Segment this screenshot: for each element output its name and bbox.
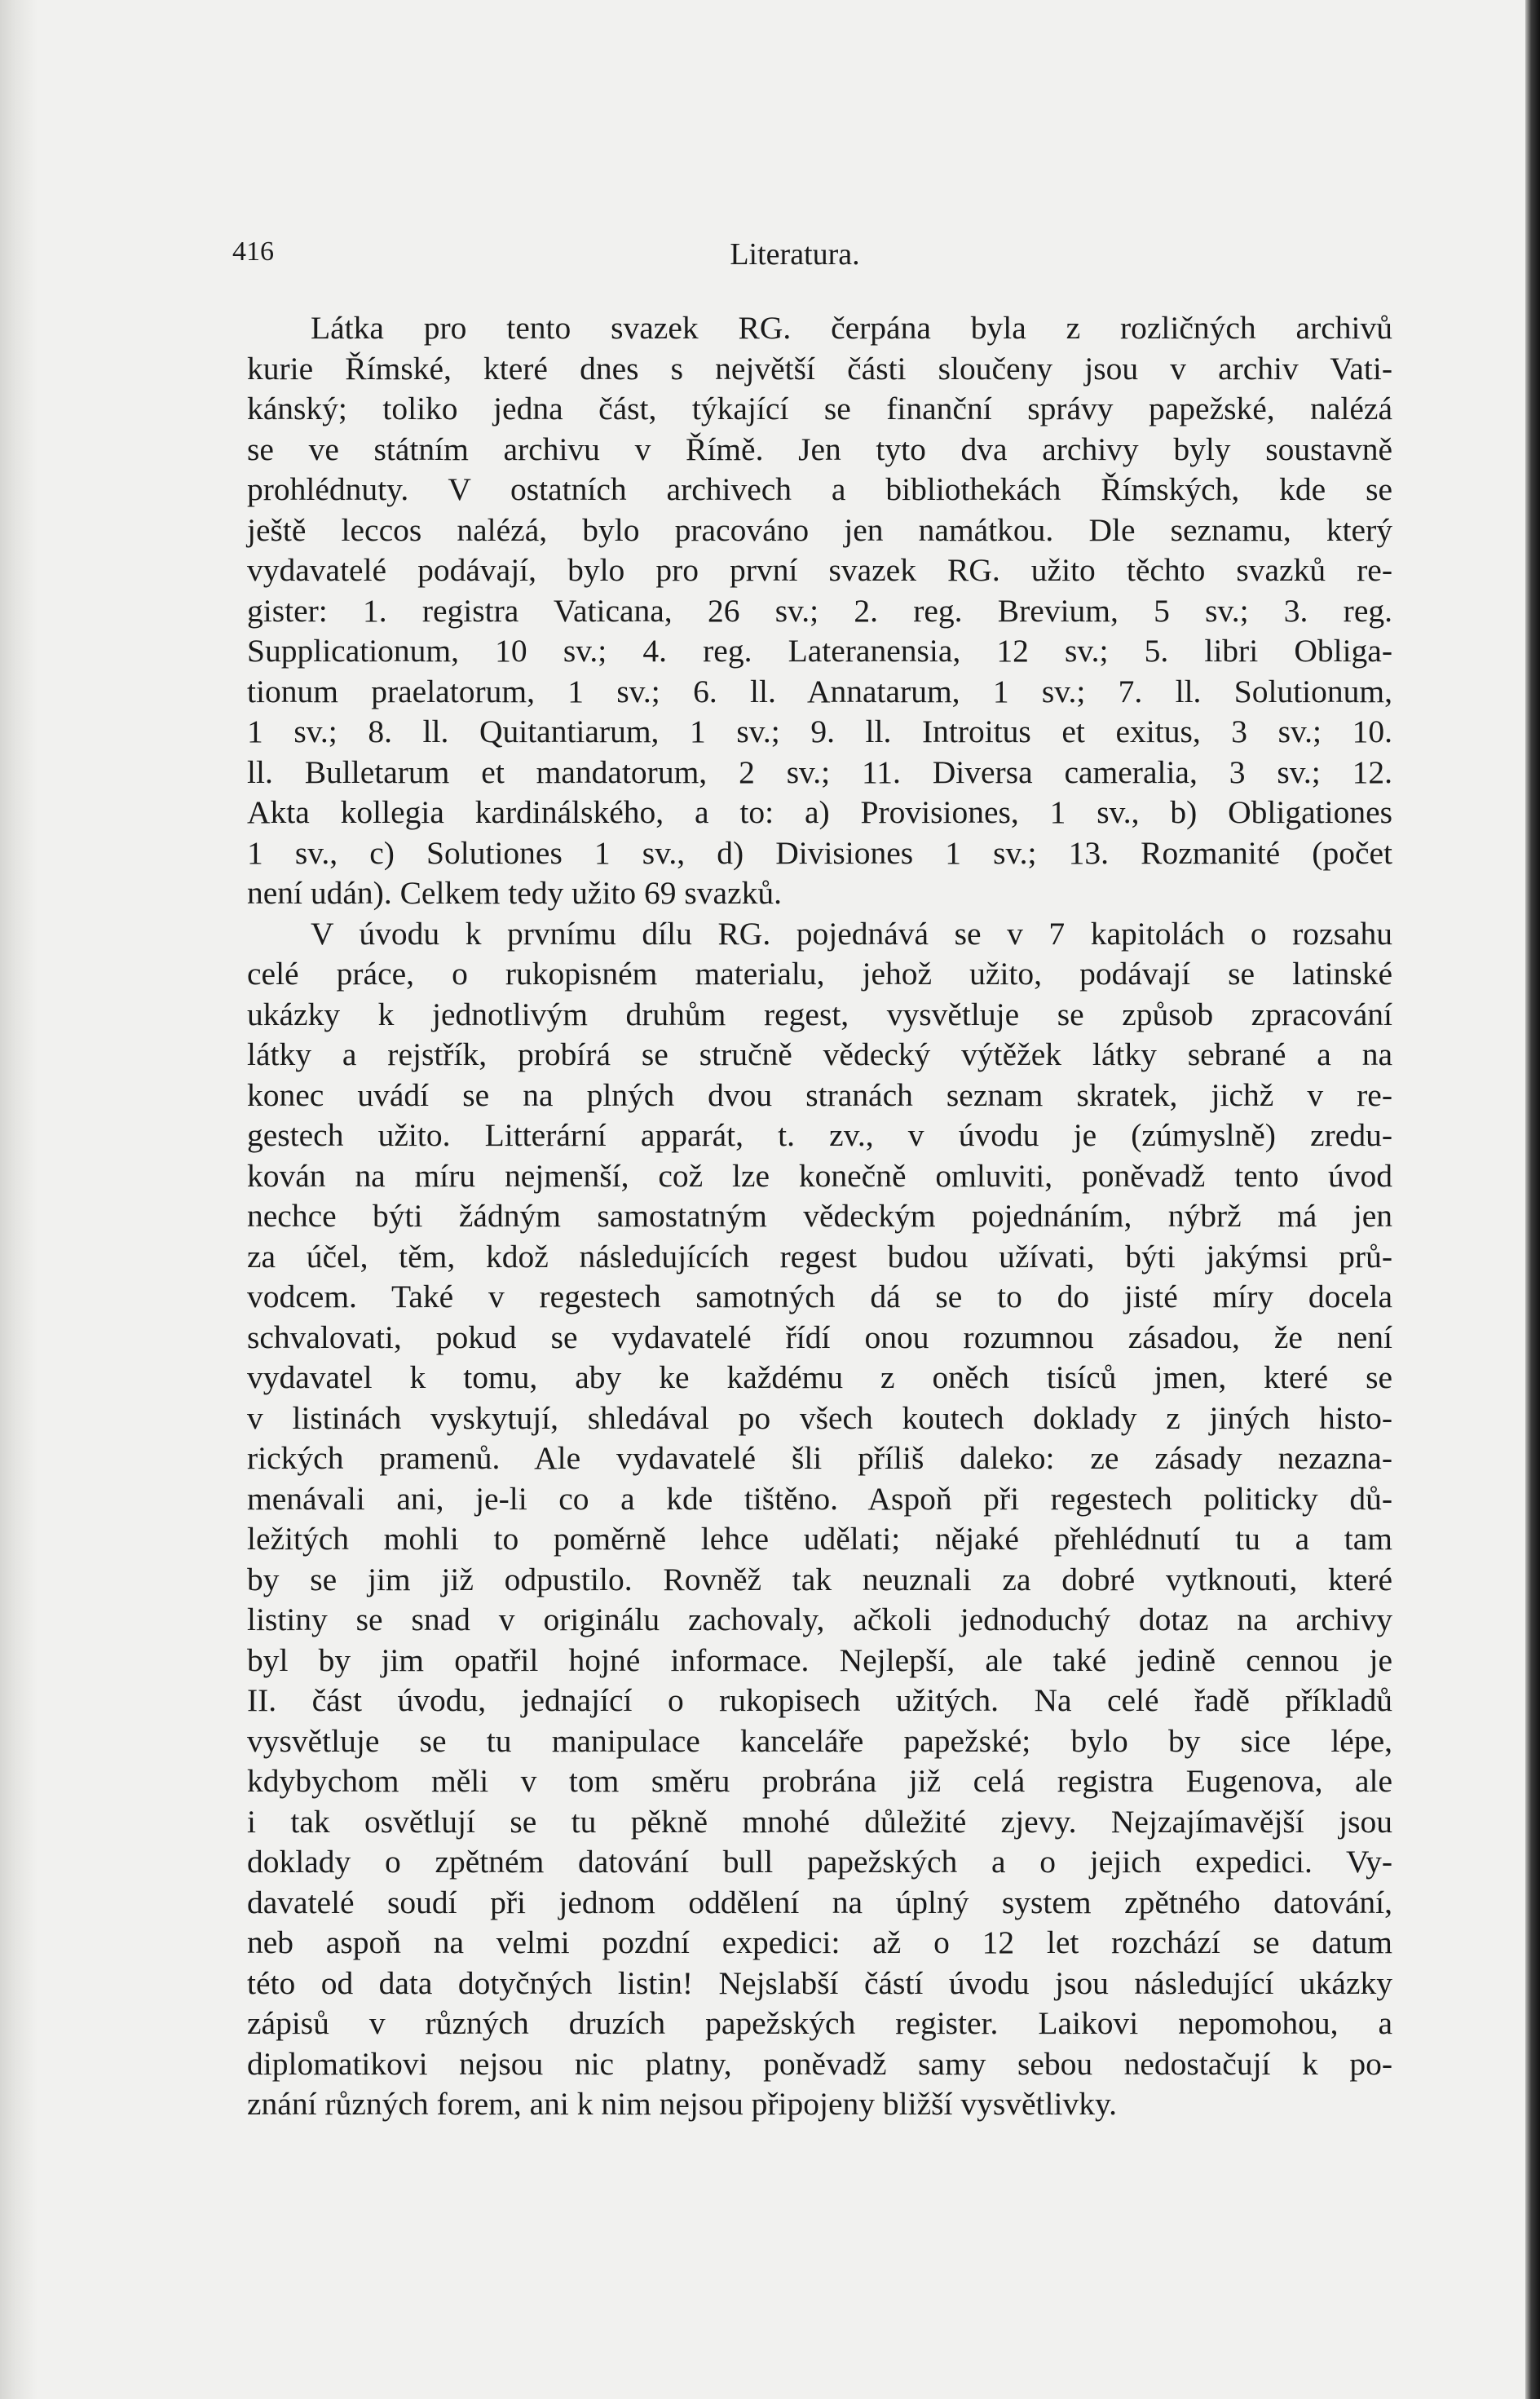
text-line: schvalovati, pokud se vydavatelé řídí onou rozumnou zásadou, že není	[247, 1319, 1392, 1355]
text-line: ještě leccos nalézá, bylo pracováno jen namátkou. Dle seznamu, který	[247, 511, 1392, 548]
text-line: Látka pro tento svazek RG. čerpána byla z rozličných archivů	[311, 310, 1392, 346]
text-line: 1 sv., c) Solutiones 1 sv., d) Divisiones 1 sv.; 13. Rozmanité (počet	[247, 834, 1392, 871]
page-right-edge-shadow	[1525, 0, 1540, 2399]
text-line: ukázky k jednotlivým druhům regest, vysvětluje se způsob zpracování	[247, 996, 1392, 1032]
text-line: vydavatel k tomu, aby ke každému z oněch tisíců jmen, které se	[247, 1359, 1392, 1395]
text-line: v listinách vyskytují, shledával po všech koutech doklady z jiných histo-	[247, 1399, 1392, 1436]
page-left-edge-shadow	[0, 0, 38, 2399]
text-line: vysvětluje se tu manipulace kanceláře papežské; bylo by sice lépe,	[247, 1722, 1392, 1759]
text-line: gister: 1. registra Vaticana, 26 sv.; 2. reg. Brevium, 5 sv.; 3. reg.	[247, 592, 1392, 629]
running-title: Literatura.	[730, 237, 860, 272]
text-line: davatelé soudí při jednom oddělení na úplný system zpětného datování,	[247, 1884, 1392, 1920]
text-line: nechce býti žádným samostatným vědeckým pojednáním, nýbrž má jen	[247, 1198, 1392, 1234]
text-line: za účel, těm, kdož následujících regest budou užívati, býti jakýmsi prů-	[247, 1238, 1392, 1275]
text-line: ll. Bulletarum et mandatorum, 2 sv.; 11. Diversa cameralia, 3 sv.; 12.	[247, 753, 1392, 790]
text-line: této od data dotyčných listin! Nejslabší částí úvodu jsou následující ukázky	[247, 1964, 1392, 2001]
text-line: II. část úvodu, jednající o rukopisech užitých. Na celé řadě příkladů	[247, 1682, 1392, 1718]
text-line: i tak osvětlují se tu pěkně mnohé důležité zjevy. Nejzajímavější jsou	[247, 1803, 1392, 1840]
text-line: vodcem. Také v regestech samotných dá se to do jisté míry docela	[247, 1279, 1392, 1314]
text-line: Supplicationum, 10 sv.; 4. reg. Lateranensia, 12 sv.; 5. libri Obliga-	[247, 633, 1392, 669]
page-header	[232, 236, 1357, 279]
text-line: 1 sv.; 8. ll. Quitantiarum, 1 sv.; 9. ll. Introitus et exitus, 3 sv.; 10.	[247, 714, 1392, 749]
text-line: listiny se snad v originálu zachovaly, ačkoli jednoduchý dotaz na archivy	[247, 1602, 1392, 1637]
text-line: celé práce, o rukopisném materialu, jehož užito, podávají se latinské	[247, 956, 1392, 992]
text-line: kdybychom měli v tom směru probrána již celá registra Eugenova, ale	[247, 1763, 1392, 1799]
text-line: není udán). Celkem tedy užito 69 svazků.	[247, 875, 782, 911]
text-line: kován na míru nejmenší, což lze konečně omluviti, poněvadž tento úvod	[247, 1157, 1392, 1194]
text-line: diplomatikovi nejsou nic platny, poněvadž samy sebou nedostačují k po-	[247, 2045, 1392, 2082]
text-line: byl by jim opatřil hojné informace. Nejlepší, ale také jedině cennou je	[247, 1641, 1392, 1678]
text-line: prohlédnuty. V ostatních archivech a bibliothekách Římských, kde se	[247, 471, 1392, 507]
text-line: látky a rejstřík, probírá se stručně vědecký výtěžek látky sebrané a na	[247, 1036, 1392, 1072]
text-line: Akta kollegia kardinálského, a to: a) Provisiones, 1 sv., b) Obligationes	[247, 794, 1392, 830]
text-line: ležitých mohli to poměrně lehce udělati; nějaké přehlédnutí tu a tam	[247, 1521, 1392, 1557]
text-line: rických pramenů. Ale vydavatelé šli příliš daleko: ze zásady nezazna-	[247, 1440, 1392, 1476]
text-line: konec uvádí se na plných dvou stranách seznam skratek, jichž v re-	[247, 1076, 1392, 1113]
text-line: V úvodu k prvnímu dílu RG. pojednává se v 7 kapitolách o rozsahu	[311, 915, 1392, 952]
body-text	[247, 308, 1392, 2125]
text-line: kánský; toliko jedna část, týkající se finanční správy papežské, nalézá	[247, 391, 1392, 426]
text-line: by se jim již odpustilo. Rovněž tak neuznali za dobré vytknouti, které	[247, 1561, 1392, 1597]
text-line: tionum praelatorum, 1 sv.; 6. ll. Annatarum, 1 sv.; 7. ll. Solutionum,	[247, 673, 1392, 709]
page-number: 416	[232, 236, 274, 267]
text-line: menávali ani, je-li co a kde tištěno. Aspoň při regestech politicky dů-	[247, 1480, 1392, 1517]
text-line: vydavatelé podávají, bylo pro první svazek RG. užito těchto svazků re-	[247, 552, 1392, 588]
text-line: se ve státním archivu v Římě. Jen tyto dva archivy byly soustavně	[247, 431, 1392, 467]
text-line: kurie Římské, které dnes s největší části sloučeny jsou v archiv Vati-	[247, 350, 1392, 387]
text-line: gestech užito. Litterární apparát, t. zv., v úvodu je (zúmyslně) zredu-	[247, 1117, 1392, 1153]
text-line: znání různých forem, ani k nim nejsou připojeny bližší vysvětlivky.	[247, 2086, 1118, 2122]
text-line: zápisů v různých druzích papežských register. Laikovi nepomohou, a	[247, 2005, 1392, 2041]
text-line: neb aspoň na velmi pozdní expedici: až o 12 let rozchází se datum	[247, 1924, 1392, 1960]
text-line: doklady o zpětném datování bull papežských a o jejich expedici. Vy-	[247, 1844, 1392, 1880]
